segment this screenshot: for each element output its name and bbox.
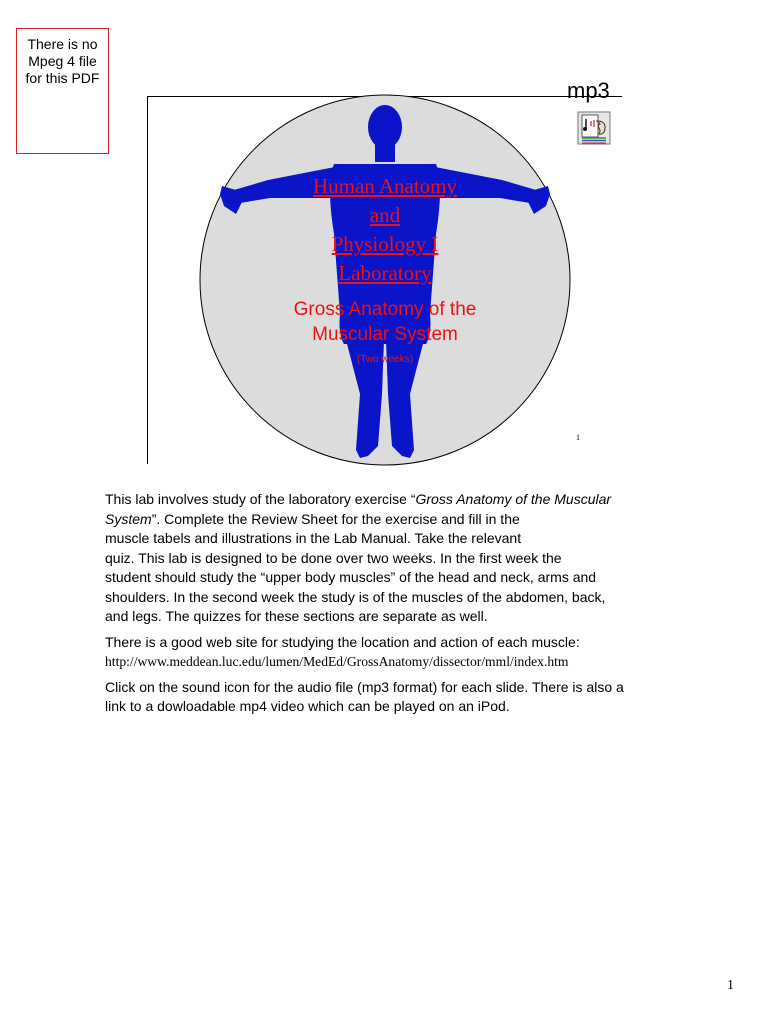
paragraph-intro bbox=[105, 490, 680, 627]
notice-line: There is no bbox=[27, 36, 98, 52]
slide-subtitle bbox=[205, 297, 565, 347]
text-fragment: ”. Complete the Review Sheet for the exercise and fill in the bbox=[151, 510, 520, 527]
title-line: Laboratory bbox=[338, 261, 432, 285]
title-line: Human Anatomy bbox=[312, 174, 458, 198]
sound-file-icon[interactable] bbox=[577, 111, 611, 145]
text-line: shoulders. In the second week the study is of the muscles of the abdomen, back, bbox=[105, 588, 606, 605]
text-fragment: This lab involves study of the laboratory exercise “ bbox=[105, 491, 416, 507]
exercise-title-italic: Gross Anatomy of the Muscular bbox=[415, 491, 612, 507]
slide-title bbox=[205, 172, 565, 288]
paragraph-audio bbox=[105, 678, 680, 717]
text-line: student should study the “upper body muscles” of the head and neck, arms and bbox=[105, 569, 597, 585]
text-line bbox=[105, 490, 680, 510]
subtitle-line: Gross Anatomy of the bbox=[293, 299, 477, 320]
no-mpeg4-notice bbox=[16, 28, 109, 154]
page-number: 1 bbox=[727, 978, 734, 993]
website-link[interactable]: http://www.meddean.luc.edu/lumen/MedEd/GrossAnatomy/dissector/mml/index.htm bbox=[105, 654, 569, 669]
text-line: muscle tabels and illustrations in the Lab Manual. Take the relevant bbox=[105, 530, 522, 546]
instructions-text bbox=[105, 490, 680, 723]
text-line: Click on the sound icon for the audio file (mp3 format) for each slide. There is also a bbox=[105, 678, 624, 695]
notice-line: for this PDF bbox=[25, 70, 100, 86]
subtitle-line: Muscular System bbox=[312, 324, 458, 345]
title-line: and bbox=[369, 203, 401, 227]
exercise-title-italic: System bbox=[105, 510, 152, 527]
paragraph-website bbox=[105, 633, 680, 672]
slide-number: 1 bbox=[576, 433, 580, 442]
mp3-label: mp3 bbox=[567, 78, 610, 103]
notice-line: Mpeg 4 file bbox=[28, 53, 97, 69]
text-line: link to a dowloadable mp4 video which can be played on an iPod. bbox=[105, 698, 510, 714]
text-line: There is a good web site for studying the location and action of each muscle: bbox=[105, 633, 580, 650]
text-line bbox=[105, 510, 680, 530]
duration-note: (Two weeks) bbox=[356, 354, 414, 365]
title-line: Physiology I bbox=[331, 232, 439, 256]
text-line: quiz. This lab is designed to be done over two weeks. In the first week the bbox=[105, 549, 562, 566]
text-line: and legs. The quizzes for these sections are separate as well. bbox=[105, 608, 488, 624]
